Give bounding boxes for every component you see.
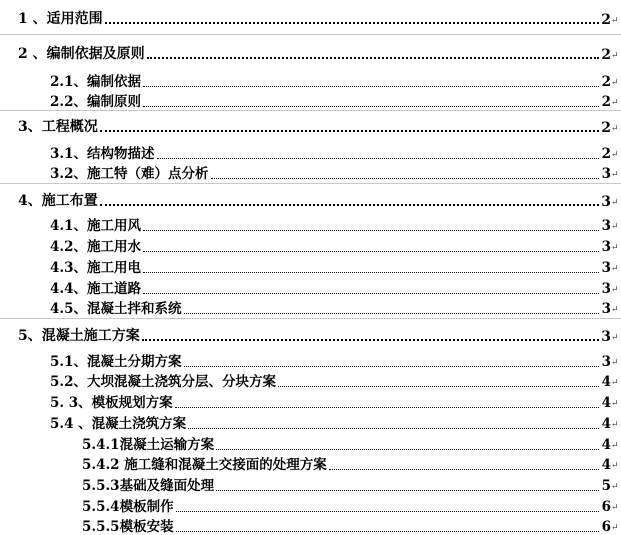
toc-entry-5-5-3[interactable]: [0, 474, 621, 494]
toc-entry-label: 3、工程概况: [18, 119, 98, 135]
toc-entry-label: 1 、适用范围: [18, 11, 103, 27]
toc-page-number: 4: [601, 416, 611, 432]
paragraph-mark-icon: ↵: [611, 285, 619, 295]
toc-entry-label: 5.4.2 施工缝和混凝土交接面的处理方案: [82, 457, 327, 473]
paragraph-mark-icon: ↵: [611, 78, 619, 88]
dot-leader: [211, 177, 600, 179]
toc-entry-4-1[interactable]: [0, 214, 621, 234]
toc-entry-label: 5、混凝土施工方案: [18, 328, 140, 344]
paragraph-mark-icon: ↵: [611, 124, 619, 134]
dot-leader: [278, 385, 599, 387]
dot-leader: [147, 56, 599, 59]
toc-entry-4-5[interactable]: [0, 297, 621, 317]
toc-page-number: 2: [601, 94, 611, 110]
paragraph-mark-icon: ↵: [611, 461, 619, 471]
dot-leader: [188, 427, 599, 429]
dot-leader: [100, 129, 599, 132]
paragraph-mark-icon: ↵: [611, 420, 619, 430]
toc-entry-label: 4.5、混凝土拌和系统: [50, 301, 182, 317]
toc-entry-5-4-2[interactable]: [0, 453, 621, 473]
toc-entry-5-5-4[interactable]: [0, 495, 621, 515]
paragraph-mark-icon: ↵: [611, 170, 619, 180]
toc-entry-label: 5.4 、混凝土浇筑方案: [50, 416, 187, 432]
paragraph-mark-icon: ↵: [611, 358, 619, 368]
paragraph-mark-icon: ↵: [611, 305, 619, 315]
paragraph-mark-icon: ↵: [611, 150, 619, 160]
toc-entry-2-2[interactable]: [0, 90, 621, 110]
toc-entry-4-4[interactable]: [0, 277, 621, 297]
divider: [0, 110, 621, 111]
toc-page-number: 2: [601, 12, 611, 28]
dot-leader: [176, 530, 599, 532]
toc-entry-5-4[interactable]: [0, 412, 621, 432]
toc-entry-5-2[interactable]: [0, 370, 621, 390]
toc-page-number: 4: [601, 457, 611, 473]
paragraph-mark-icon: ↵: [611, 51, 619, 61]
toc-entry-4-2[interactable]: [0, 235, 621, 255]
dot-leader: [175, 406, 599, 408]
toc-page-number: 4: [601, 374, 611, 390]
divider: [0, 34, 621, 35]
toc-entry-3[interactable]: [0, 116, 621, 136]
toc-page-number: 2: [601, 47, 611, 63]
toc-entry-3-1[interactable]: [0, 142, 621, 162]
paragraph-mark-icon: ↵: [611, 222, 619, 232]
toc-page-number: 3: [601, 354, 611, 370]
toc-page-number: 3: [601, 260, 611, 276]
paragraph-mark-icon: ↵: [611, 16, 619, 26]
paragraph-mark-icon: ↵: [611, 441, 619, 451]
toc-entry-label: 5.5.3基础及缝面处理: [82, 478, 215, 494]
dot-leader: [157, 157, 600, 159]
toc-entry-label: 2.1、编制依据: [50, 74, 141, 90]
toc-entry-2[interactable]: [0, 43, 621, 63]
toc-entry-label: 2 、编制依据及原则: [18, 46, 145, 62]
dot-leader: [142, 338, 599, 341]
toc-entry-5[interactable]: [0, 325, 621, 345]
dot-leader: [143, 271, 599, 273]
toc-entry-label: 4.3、施工用电: [50, 260, 141, 276]
toc-page-number: 2: [601, 74, 611, 90]
toc-page-number: 2: [601, 146, 611, 162]
toc-page-number: 5: [601, 478, 611, 494]
toc-entry-label: 5.5.4模板制作: [82, 499, 174, 515]
toc-entry-label: 5.4.1混凝土运输方案: [82, 437, 215, 453]
toc-entry-1[interactable]: [0, 8, 621, 28]
toc-entry-label: 5.2、大坝混凝土浇筑分层、分块方案: [50, 374, 276, 390]
dot-leader: [143, 85, 599, 87]
toc-entry-label: 4.1、施工用风: [50, 218, 141, 234]
dot-leader: [143, 105, 599, 107]
paragraph-mark-icon: ↵: [611, 378, 619, 388]
divider: [0, 318, 621, 319]
toc-entry-label: 2.2、编制原则: [50, 94, 141, 110]
toc-page-number: 2: [601, 120, 611, 136]
paragraph-mark-icon: ↵: [611, 482, 619, 492]
toc-entry-5-5-5[interactable]: [0, 515, 621, 535]
toc-entry-label: 5.5.5模板安装: [82, 519, 174, 535]
dot-leader: [176, 510, 599, 512]
toc-page-number: 3: [601, 194, 611, 210]
paragraph-mark-icon: ↵: [611, 264, 619, 274]
toc-entry-label: 3.1、结构物描述: [50, 146, 155, 162]
dot-leader: [329, 468, 599, 470]
dot-leader: [143, 229, 599, 231]
dot-leader: [143, 250, 599, 252]
paragraph-mark-icon: ↵: [611, 503, 619, 513]
dot-leader: [100, 203, 599, 206]
toc-page-number: 6: [601, 519, 611, 535]
divider: [0, 183, 621, 184]
toc-entry-label: 5.1、混凝土分期方案: [50, 354, 182, 370]
dot-leader: [143, 292, 599, 294]
toc-page-number: 3: [601, 218, 611, 234]
toc-page-number: 3: [601, 329, 611, 345]
toc-entry-5-4-1[interactable]: [0, 433, 621, 453]
toc-entry-label: 4.2、施工用水: [50, 239, 141, 255]
toc-entry-5-3[interactable]: [0, 391, 621, 411]
dot-leader: [184, 312, 600, 314]
toc-entry-label: 3.2、施工特（难）点分析: [50, 166, 209, 182]
dot-leader: [105, 21, 599, 24]
toc-entry-4-3[interactable]: [0, 256, 621, 276]
toc-entry-label: 5. 3、模板规划方案: [50, 395, 173, 411]
paragraph-mark-icon: ↵: [611, 198, 619, 208]
toc-page-number: 3: [601, 301, 611, 317]
toc-page-number: 4: [601, 395, 611, 411]
toc-page-number: 4: [601, 437, 611, 453]
dot-leader: [184, 365, 600, 367]
paragraph-mark-icon: ↵: [611, 399, 619, 409]
toc-entry-label: 4.4、施工道路: [50, 281, 141, 297]
toc-entry-5-1[interactable]: [0, 350, 621, 370]
toc-page-number: 3: [601, 281, 611, 297]
paragraph-mark-icon: ↵: [611, 333, 619, 343]
dot-leader: [216, 448, 599, 450]
toc-entry-2-1[interactable]: [0, 70, 621, 90]
toc-page-number: 3: [601, 166, 611, 182]
paragraph-mark-icon: ↵: [611, 98, 619, 108]
paragraph-mark-icon: ↵: [611, 523, 619, 533]
toc-entry-label: 4、施工布置: [18, 193, 98, 209]
paragraph-mark-icon: ↵: [611, 243, 619, 253]
dot-leader: [216, 489, 599, 491]
toc-entry-3-2[interactable]: [0, 162, 621, 182]
toc-page-number: 6: [601, 499, 611, 515]
toc-entry-4[interactable]: [0, 190, 621, 210]
toc-page-number: 3: [601, 239, 611, 255]
